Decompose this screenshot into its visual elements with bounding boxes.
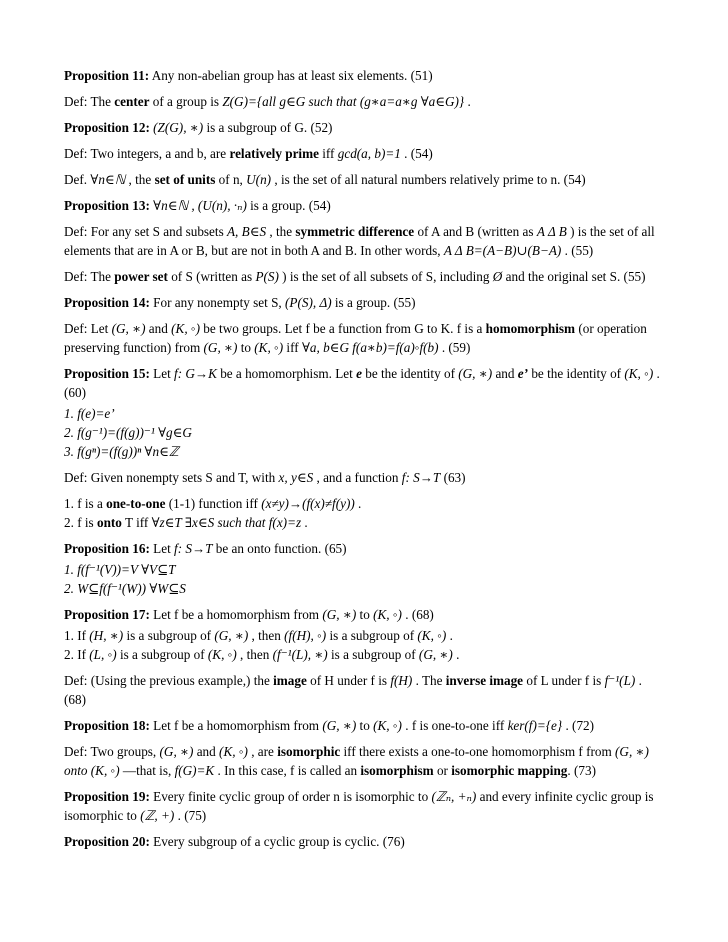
text-span: (G, ∗) xyxy=(111,321,146,336)
text-span: onto xyxy=(64,763,91,778)
text-span: U(n) xyxy=(246,172,272,187)
text-span: be an onto function. (65) xyxy=(212,541,347,556)
text-span: or xyxy=(433,763,452,778)
definition-homomorphism xyxy=(64,319,664,357)
text-span: , are xyxy=(247,744,278,759)
text-span: A Δ B xyxy=(536,224,567,239)
text-span: Def: Let xyxy=(64,321,112,336)
text-span: 2. If xyxy=(64,647,90,662)
text-span: isomorphic mapping xyxy=(451,763,568,778)
text-span: Proposition 14: xyxy=(64,295,150,310)
definition-center xyxy=(64,92,664,111)
text-span: set of units xyxy=(154,172,216,187)
text-span: Def: (Using the previous example,) the xyxy=(64,673,274,688)
text-span: to xyxy=(356,718,374,733)
p17-item-2 xyxy=(64,645,664,664)
text-span: Z(G)={all g∈G such that (g∗a=a∗g ∀a∈G)} xyxy=(222,94,465,109)
text-span: (or operation preserving function) from xyxy=(64,321,647,355)
text-span: (x≠y)→(f(x)≠f(y)) xyxy=(261,496,355,511)
text-span: (G, ∗) xyxy=(322,718,357,733)
text-span: be the identity of xyxy=(528,366,625,381)
text-span: (f⁻¹(L), ∗) xyxy=(272,647,328,662)
text-span: (K, ◦) xyxy=(417,628,447,643)
p15-item-2: 2. f(g⁻¹)=(f(g))⁻¹ ∀g∈G xyxy=(64,425,192,440)
text-span: and xyxy=(193,744,220,759)
text-span: A Δ B=(A−B)∪(B−A) xyxy=(443,243,562,258)
p15-item-1: 1. f(e)=e’ xyxy=(64,406,115,421)
text-span: (K, ◦) xyxy=(90,763,120,778)
text-span: is a subgroup of xyxy=(326,628,418,643)
text-span: center xyxy=(114,94,150,109)
text-span: be two groups. Let f be a function from G to K. f is a xyxy=(199,321,486,336)
text-span: Any non-abelian group has at least six elements. (51) xyxy=(149,68,433,83)
text-span: e xyxy=(356,366,362,381)
text-span: , the xyxy=(125,172,155,187)
definition-symmetric-difference xyxy=(64,222,664,260)
text-span: ∀n∈ℕ , (U(n), ·ₙ) xyxy=(149,198,251,213)
text-span: iff xyxy=(318,146,338,161)
text-span: ker(f)={e} xyxy=(507,718,563,733)
text-span: (G, ∗) xyxy=(159,744,194,759)
text-span: inverse image xyxy=(445,673,524,688)
text-span: and every infinite cyclic group is isomorphic to xyxy=(64,789,654,823)
text-span: (f(H), ◦) xyxy=(284,628,327,643)
text-span: iff xyxy=(283,340,302,355)
text-span: ∀a, b∈G f(a∗b)=f(a)◦f(b) xyxy=(301,340,439,355)
text-span: f(G)=K xyxy=(174,763,215,778)
text-span: (K, ◦) xyxy=(219,744,248,759)
text-span: Proposition 18: xyxy=(64,718,150,733)
text-span: of A and B (written as xyxy=(414,224,537,239)
text-span: , is the set of all natural numbers relatively prime to n. (54) xyxy=(271,172,586,187)
text-span: f(H) xyxy=(390,673,413,688)
text-span: onto xyxy=(96,515,122,530)
text-span: to xyxy=(237,340,255,355)
text-span: f⁻¹(L) xyxy=(604,673,636,688)
proposition-17 xyxy=(64,605,664,624)
text-span: (K, ◦) xyxy=(624,366,654,381)
proposition-12 xyxy=(64,118,664,137)
text-span: Let xyxy=(149,541,175,556)
text-span: (G, ∗) xyxy=(322,607,357,622)
text-span: of S (written as xyxy=(167,269,256,284)
text-span: (G, ∗) xyxy=(203,340,238,355)
text-span: . (68) xyxy=(401,607,434,622)
text-span: Def: Given nonempty sets S and T, with xyxy=(64,470,279,485)
text-span: For any nonempty set S, xyxy=(149,295,286,310)
text-span: iff there exists a one-to-one homomorphism f from xyxy=(340,744,616,759)
definition-functions xyxy=(64,468,664,487)
proposition-15 xyxy=(64,364,664,402)
text-span: . The xyxy=(412,673,446,688)
text-span: and the original set S. (55) xyxy=(502,269,646,284)
text-span: symmetric difference xyxy=(295,224,415,239)
text-span: (K, ◦) xyxy=(254,340,284,355)
text-span: . (73) xyxy=(567,763,596,778)
text-span: . (68) xyxy=(64,673,642,707)
text-span: —that is, xyxy=(119,763,175,778)
text-span: Def: Two groups, xyxy=(64,744,160,759)
text-span: is a subgroup of xyxy=(123,628,215,643)
proposition-16 xyxy=(64,539,664,558)
text-span: Proposition 11: xyxy=(64,68,150,83)
text-span: . (60) xyxy=(64,366,660,400)
text-span: (ℤₙ, +ₙ) xyxy=(431,789,477,804)
text-span: . xyxy=(446,628,453,643)
text-span: power set xyxy=(114,269,168,284)
text-span: 1. If xyxy=(64,628,90,643)
text-span: of H under f is xyxy=(306,673,391,688)
proposition-13 xyxy=(64,196,664,215)
proposition-18 xyxy=(64,716,664,735)
text-span: , the xyxy=(266,224,296,239)
text-span: Every finite cyclic group of order n is isomorphic to xyxy=(149,789,432,804)
text-span: . xyxy=(354,496,362,511)
text-span: isomorphic xyxy=(277,744,341,759)
one-to-one-definition xyxy=(64,494,664,513)
text-span: of L under f is xyxy=(523,673,605,688)
text-span: is a subgroup of G. (52) xyxy=(206,120,333,135)
text-span: (G, ∗) xyxy=(418,647,453,662)
text-span: . (75) xyxy=(174,808,207,823)
text-span: is a group. (54) xyxy=(250,198,331,213)
text-span: Proposition 19: xyxy=(64,789,150,804)
definition-isomorphic xyxy=(64,742,664,780)
text-span: . xyxy=(452,647,460,662)
text-span: (K, ◦) xyxy=(207,647,237,662)
text-span: f: S→T xyxy=(174,541,213,556)
proposition-20 xyxy=(64,832,664,851)
text-span: A, B∈S xyxy=(227,224,267,239)
text-span: . xyxy=(301,515,308,530)
text-span: . f is one-to-one iff xyxy=(401,718,508,733)
text-span: , and a function xyxy=(313,470,402,485)
text-span: , then xyxy=(236,647,273,662)
text-span: (1-1) function iff xyxy=(165,496,262,511)
proposition-11 xyxy=(64,66,664,85)
text-span: relatively prime xyxy=(229,146,319,161)
text-span: (G, ∗) xyxy=(615,744,649,759)
text-span: (K, ◦) xyxy=(171,321,200,336)
text-span: Let xyxy=(149,366,175,381)
text-span: Proposition 20: xyxy=(64,834,150,849)
definition-image xyxy=(64,671,664,709)
text-span: ∀z∈T ∃x∈S such that f(x)=z xyxy=(151,515,302,530)
text-span: be a homomorphism. Let xyxy=(216,366,357,381)
definition-set-of-units xyxy=(64,170,664,189)
text-span: Def: Two integers, a and b, are xyxy=(64,146,230,161)
text-span: (G, ∗) xyxy=(458,366,493,381)
text-span: (P(S), Δ) xyxy=(285,295,332,310)
text-span: (K, ◦) xyxy=(373,607,402,622)
text-span: (H, ∗) xyxy=(89,628,124,643)
p16-item-2: 2. W⊆f(f⁻¹(W)) ∀W⊆S xyxy=(64,581,186,596)
text-span: . (59) xyxy=(438,340,471,355)
text-span: Let f be a homomorphism from xyxy=(149,607,323,622)
text-span: . In this case, f is called an xyxy=(214,763,361,778)
text-span: Def: For any set S and subsets xyxy=(64,224,227,239)
text-span: gcd(a, b)=1 xyxy=(337,146,401,161)
text-span: Proposition 13: xyxy=(64,198,150,213)
text-span: of a group is xyxy=(149,94,223,109)
text-span: and xyxy=(492,366,518,381)
text-span: (K, ◦) xyxy=(373,718,402,733)
document-page xyxy=(64,66,664,858)
text-span: , then xyxy=(248,628,285,643)
text-span: isomorphism xyxy=(360,763,434,778)
text-span: f: S→T xyxy=(401,470,441,485)
text-span: (63) xyxy=(440,470,466,485)
text-span: Def: The xyxy=(64,94,115,109)
text-span: ∀n∈ℕ xyxy=(90,172,126,187)
text-span: and xyxy=(145,321,172,336)
text-span: (Z(G), ∗) xyxy=(149,120,207,135)
text-span: Proposition 15: xyxy=(64,366,150,381)
definition-power-set xyxy=(64,267,664,286)
text-span: P(S) xyxy=(255,269,279,284)
text-span: Ø xyxy=(492,269,503,284)
text-span: to xyxy=(356,607,374,622)
text-span: . xyxy=(464,94,471,109)
text-span: . (55) xyxy=(561,243,594,258)
text-span: f: G→K xyxy=(174,366,217,381)
text-span: (G, ∗) xyxy=(214,628,249,643)
text-span: Def: The xyxy=(64,269,115,284)
text-span: (L, ◦) xyxy=(89,647,117,662)
proposition-14 xyxy=(64,293,664,312)
text-span: 1. f is a xyxy=(64,496,107,511)
text-span: T iff xyxy=(121,515,152,530)
text-span: . (54) xyxy=(400,146,433,161)
text-span: Proposition 17: xyxy=(64,607,150,622)
text-span: Let f be a homomorphism from xyxy=(149,718,323,733)
text-span: Every subgroup of a cyclic group is cyclic. (76) xyxy=(149,834,405,849)
text-span: ) is the set of all elements that are in A or B, but are not in both A and B. In other words, xyxy=(64,224,655,258)
onto-definition xyxy=(64,513,664,532)
text-span: homomorphism xyxy=(485,321,576,336)
text-span: . (72) xyxy=(562,718,595,733)
text-span: one-to-one xyxy=(106,496,166,511)
text-span: 2. f is xyxy=(64,515,97,530)
text-span: Proposition 16: xyxy=(64,541,150,556)
p16-item-1: 1. f(f⁻¹(V))=V ∀V⊆T xyxy=(64,562,176,577)
p17-item-1 xyxy=(64,626,664,645)
text-span: be the identity of xyxy=(361,366,459,381)
text-span: x, y∈S xyxy=(278,470,314,485)
definition-relatively-prime xyxy=(64,144,664,163)
p15-item-3: 3. f(gⁿ)=(f(g))ⁿ ∀n∈ℤ xyxy=(64,444,179,459)
text-span: image xyxy=(273,673,307,688)
proposition-19 xyxy=(64,787,664,825)
text-span: Def. xyxy=(64,172,91,187)
text-span: is a subgroup of xyxy=(327,647,419,662)
text-span: e’ xyxy=(517,366,529,381)
text-span: of n, xyxy=(215,172,247,187)
text-span: is a group. (55) xyxy=(331,295,416,310)
text-span: Proposition 12: xyxy=(64,120,150,135)
text-span: is a subgroup of xyxy=(116,647,208,662)
text-span: ) is the set of all subsets of S, including xyxy=(278,269,493,284)
text-span: (ℤ, +) xyxy=(140,808,175,823)
